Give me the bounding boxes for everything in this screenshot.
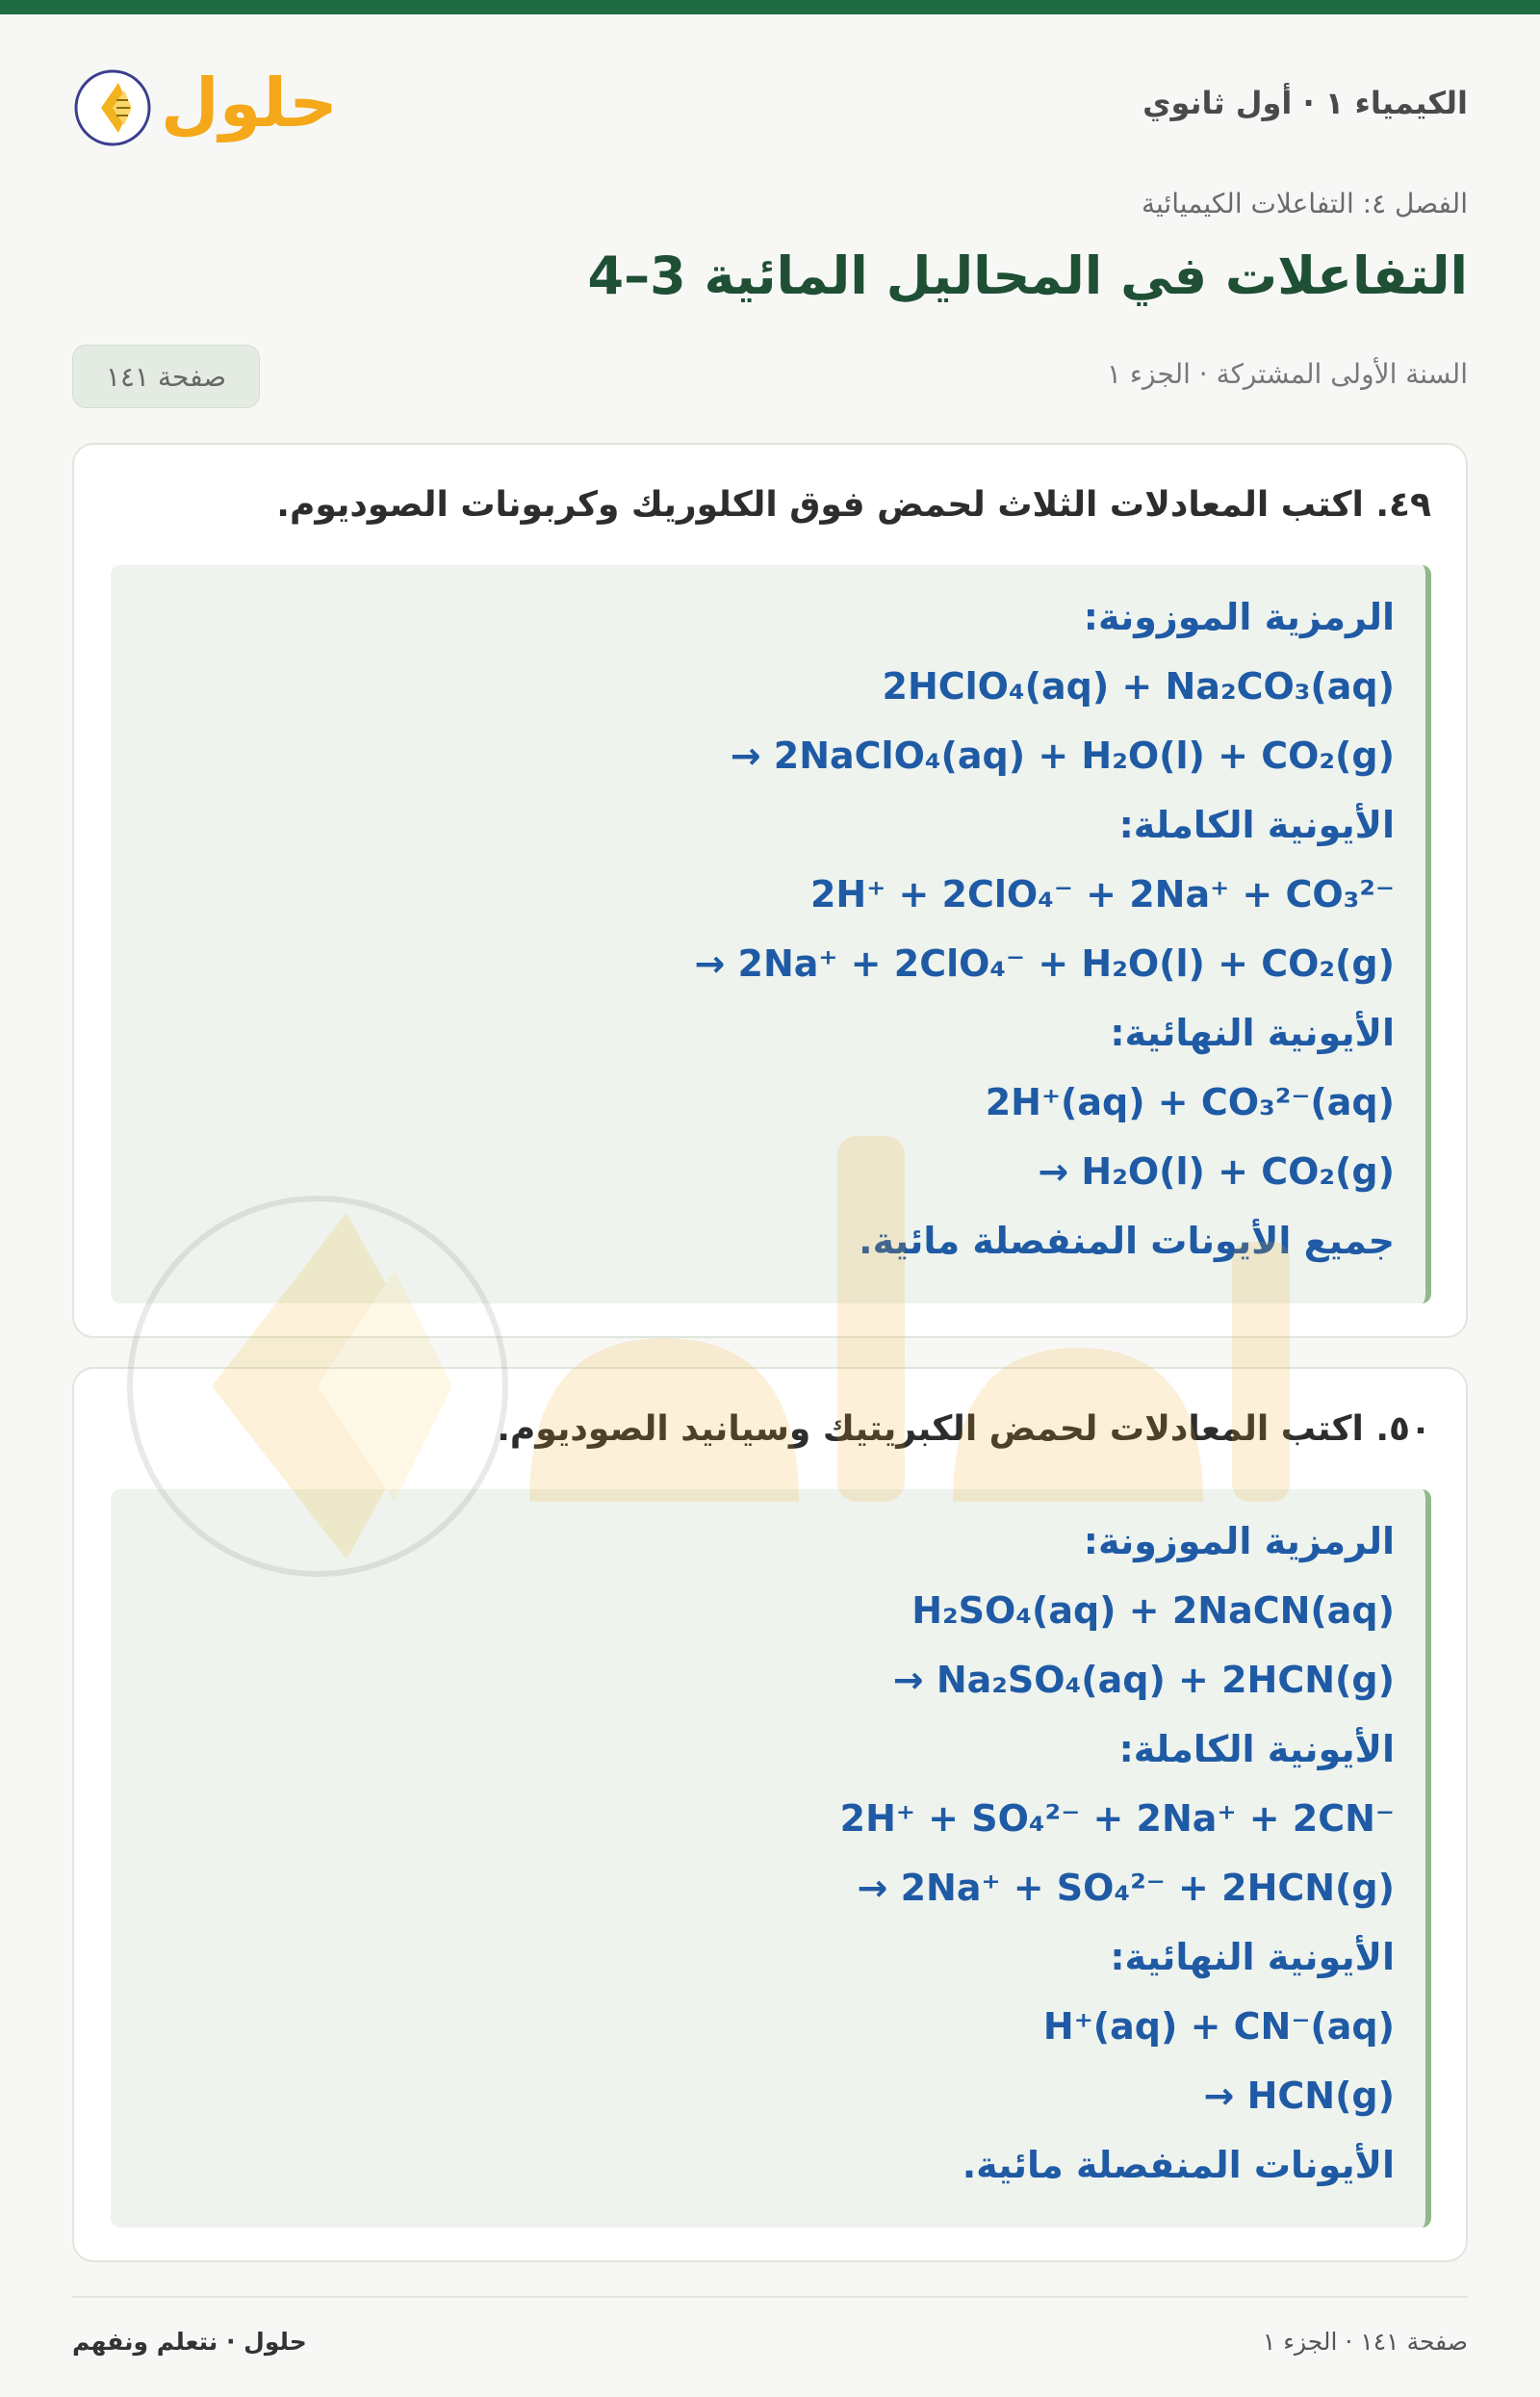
course-meta: السنة الأولى المشتركة · الجزء ١: [1106, 358, 1468, 390]
question-card: [72, 1367, 1468, 2262]
answer-line-note: الأيونات المنفصلة مائية.: [962, 2144, 1395, 2186]
answer-line-note: جميع الأيونات المنفصلة مائية.: [859, 1220, 1395, 1262]
logo-text: حلول: [161, 64, 338, 142]
answer-line-equation: 2H⁺ + SO₄²⁻ + 2Na⁺ + 2CN⁻: [839, 1797, 1395, 1840]
page-number-badge: صفحة ١٤١: [72, 345, 260, 408]
answer-box: [111, 1489, 1431, 2228]
question-text: ٤٩. اكتب المعادلات الثلاث لحمض فوق الكلوريك وكربونات الصوديوم.: [276, 485, 1431, 525]
answer-line-label: الرمزية الموزونة:: [1083, 596, 1395, 638]
answer-line-equation: → Na₂SO₄(aq) + 2HCN(g): [892, 1659, 1395, 1701]
answer-line-equation: H₂SO₄(aq) + 2NaCN(aq): [911, 1589, 1395, 1632]
answer-line-equation: 2H⁺ + 2ClO₄⁻ + 2Na⁺ + CO₃²⁻: [809, 873, 1395, 915]
chapter-label: الفصل ٤: التفاعلات الكيميائية: [1141, 188, 1468, 219]
footer-brand: حلول · نتعلم ونفهم: [72, 2328, 307, 2356]
answer-line-equation: → HCN(g): [1203, 2075, 1395, 2117]
question-card: [72, 443, 1468, 1338]
brand-logo[interactable]: [72, 58, 338, 154]
question-text: ٥٠. اكتب المعادلات لحمض الكبريتيك وسيانيد الصوديوم.: [497, 1409, 1431, 1449]
page-header: [72, 58, 1468, 154]
answer-line-equation: H⁺(aq) + CN⁻(aq): [1042, 2005, 1395, 2048]
top-accent-bar: [0, 0, 1540, 14]
page-title: التفاعلات في المحاليل المائية 3–4: [587, 245, 1468, 306]
answer-box: [111, 565, 1431, 1303]
answer-line-equation: 2H⁺(aq) + CO₃²⁻(aq): [985, 1081, 1395, 1123]
answer-line-equation: → 2NaClO₄(aq) + H₂O(l) + CO₂(g): [730, 735, 1395, 777]
answer-line-equation: 2HClO₄(aq) + Na₂CO₃(aq): [882, 665, 1395, 708]
footer-page-info: صفحة ١٤١ · الجزء ١: [1262, 2328, 1468, 2356]
subject-title: الكيمياء ١ · أول ثانوي: [1142, 85, 1468, 121]
answer-line-label: الأيونية النهائية:: [1110, 1936, 1395, 1978]
answer-line-label: الأيونية الكاملة:: [1118, 1728, 1395, 1770]
answer-line-equation: → H₂O(l) + CO₂(g): [1038, 1150, 1395, 1193]
answer-line-equation: → 2Na⁺ + SO₄²⁻ + 2HCN(g): [857, 1867, 1395, 1909]
answer-line-label: الرمزية الموزونة:: [1083, 1520, 1395, 1562]
answer-line-equation: → 2Na⁺ + 2ClO₄⁻ + H₂O(l) + CO₂(g): [694, 942, 1395, 985]
footer-divider: [72, 2296, 1468, 2298]
answer-line-label: الأيونية الكاملة:: [1118, 804, 1395, 846]
answer-line-label: الأيونية النهائية:: [1110, 1012, 1395, 1054]
